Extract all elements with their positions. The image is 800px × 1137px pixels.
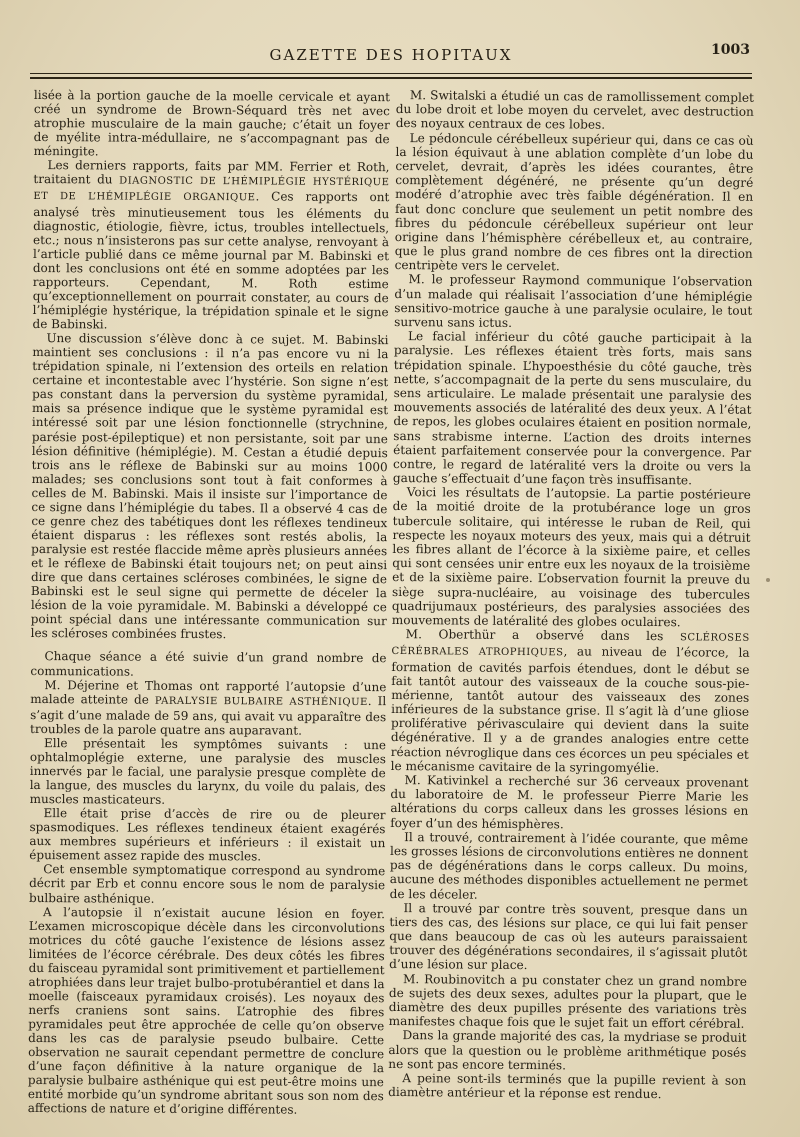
paragraph-text: A l’autopsie il n’existait aucune lésion en foyer. L’examen microscopique décèle dans les circonvolutions motrices du côté gauche l’existence de lésions assez limitées de l’écorce cérébrale. Des deux côtés les fibres du faisceau pyramidal sont primitivement et partiellement atrophiées dans leur trajet bulbo-protubérantiel et dans la moelle (faisceaux pyramidaux croisés). Les noyaux des nerfs craniens sont sains. L’atrophie des fibres pyramidales peut être approchée de celle qu’on observe dans les cas de paralysie pseudo bulbaire. Cette observation ne saurait cependant permettre de conclure d’une façon définitive à la nature organique de la paralysie bulbaire asthénique qui est peut-être moins une entité morbide qu’un syndrome abritant sous son nom des affections de nature et d’origine différentes. (27, 904, 386, 1118)
paragraph-text: Dans la grande majorité des cas, la mydriase se produit alors que la question ou le problème arithmétique posés ne sont pas encore terminés. (388, 1028, 747, 1073)
paragraph (30, 649, 386, 679)
right-column (388, 88, 754, 1102)
paragraph-text: , au niveau de l’écorce, la formation de cavités parfois étendues, dont le début se fait tantôt autour des vaisseaux de la couche sous-pie-mérienne, tantôt autour des vaisseaux des zones inférieures de la substance grise. Il s’agit là d’une gliose proliférative périvasculaire qui devient dans la suite dégénérative. Il y a de grandes analogies entre cette réaction névroglique dans ces écorces un peu spéciales et le mécanisme cavitaire de la syringomyélie. (390, 644, 750, 775)
paragraph-text: Elle était prise d’accès de rire ou de pleurer spasmodiques. Les réflexes tendineux étaient exagérés aux membres supérieurs et inférieurs : il existait un épuisement assez rapide des muscles. (29, 806, 386, 864)
paragraph (389, 972, 747, 1032)
paragraph-text: . Ces rapports ont analysé très minutieusement tous les éléments du diagnostic, étiologie, fièvre, ictus, troubles intellectuels, etc.; nous n’insisterons pas sur cette analyse, renvoyant à l’article publié dans ce même journal par M. Babinski et dont les conclusions ont été en somme adoptées par les rapporteurs. Cependant, M. Roth estime qu’exceptionnellement on pourrait constater, au cours de l’hémiplégie hystérique, la trépidation spinale et le signe de Babinski. (32, 189, 390, 332)
paragraph (31, 331, 389, 643)
header-rule-thick (30, 77, 752, 79)
left-column (28, 88, 390, 1118)
paragraph-text: Voici les résultats de l’autopsie. La partie postérieure de la moitié droite de la protubérance loge un gros tubercule solitaire, qui intéresse le ruban de Reil, qui respecte les noyaux moteurs des yeux, mais qui a détruit les fibres allant de l’écorce à la sixième paire, et celles qui sont censées unir entre eux les noyaux de la troisième et de la sixième paire. L’observation fournit la preuve du siège supra-nucléaire, au voisinage des tubercules quadrijumaux postérieurs, des paralysies associées des mouvements de latéralité des globes oculaires. (391, 485, 751, 630)
paragraph-text: Cet ensemble symptomatique correspond au syndrome décrit par Erb et connu encore sous le nom de paralysie bulbaire asthénique. (29, 862, 386, 906)
paragraph (29, 806, 385, 864)
paragraph (388, 1028, 746, 1073)
small-caps-term: PARALYSIE BULBAIRE ASTHÉNIQUE (154, 695, 368, 708)
header-rule-thin (30, 73, 752, 74)
paragraph (391, 627, 750, 776)
paragraph-text: lisée à la portion gauche de la moelle cervicale et ayant créé un syndrome de Brown-Séquard très net avec atrophie musculaire de la main gauche; c’était un foyer de myélite intra-médullaire, ne s’accompagnant pas de méningite. (33, 88, 390, 159)
paragraph-text: Il a trouvé, contrairement à l’idée courante, que même les grosses lésions de circonvolutions entières ne donnent pas de dégénérations dans le corps calleux. Du moins, aucune des méthodes disponibles actuellement ne permet de les déceler. (389, 829, 749, 902)
paragraph (30, 736, 386, 808)
paragraph (394, 272, 752, 332)
paragraph-text: M. Kativinkel a recherché sur 36 cerveaux provenant du laboratoire de M. le professeur Pierre Marie les altérations du corps calleux dans les grosses lésions en foyer d’un des hémisphères. (390, 773, 749, 831)
paragraph (388, 1071, 746, 1102)
paragraph (396, 88, 754, 133)
paragraph-text: A peine sont-ils terminés que la pupille revient à son diamètre antérieur et la réponse est rendue. (388, 1071, 747, 1102)
paragraph (395, 131, 754, 276)
paragraph (393, 329, 752, 488)
paragraph-text: Une discussion s’élève donc à ce sujet. M. Babinski maintient ses conclusions : il n’a pas encore vu ni la trépidation spinale, ni l’extension des orteils en relation certaine et incontestable avec l’hystérie. Son signe n’est pas constant dans la perversion du système pyramidal, mais sa présence indique que le système pyramidal est intéressé soit par une lésion fonctionnelle (strychnine, parésie post-épileptique) et non persistante, soit par une lésion définitive (hémiplégie). M. Cestan a étudié depuis trois ans le réflexe de Babinski sur au moins 1000 malades; ses conclusions sont tout à fait conformes à celles de M. Babinski. Mais il insiste sur l’importance de ce signe dans l’hémiplégie du tabes. Il a observé 4 cas de ce genre chez des tabétiques dont les réflexes tendineux étaient disparus : les réflexes sont restés abolis, la paralysie est restée flaccide même après plusieurs années et le réflexe de Babinski était toujours net; on peut ainsi dire que dans certaines scléroses combinées, le signe de Babinski est le seul signe qui permette de déceler la lésion de la voie pyramidale. M. Babinski a développé ce point spécial dans une intéressante communication sur les scléroses combinées frustes. (30, 331, 389, 642)
paragraph-text: Le facial inférieur du côté gauche participait à la paralysie. Les réflexes étaient très forts, mais sans trépidation spinale. L’hypoesthésie du côté gauche, très nette, s’accompagnait de la perte du sens musculaire, du sens articulaire. Le malade présentait une paralysie des mouvements associés de latéralité des deux yeux. A l’état de repos, les globes oculaires étaient en position normale, sans strabisme interne. L’action des droits internes étaient parfaitement conservée pour la convergence. Par contre, le regard de latéralité vers la droite ou vers la gauche s’effectuait d’une façon très insuffisante. (392, 329, 753, 488)
paragraph-text: . Il s’agit d’une malade de 59 ans, qui avait vu apparaître des troubles de la parole quatre ans auparavant. (30, 693, 387, 738)
journal-title: GAZETTE DES HOPITAUX (269, 46, 513, 64)
page-number: 1003 (711, 42, 750, 58)
paper-speck (766, 578, 770, 582)
paragraph-text: M. le professeur Raymond communique l’observation d’un malade qui réalisait l’association d’une hémiplégie sensitivo-motrice gauche à une paralysie oculaire, le tout survenu sans ictus. (394, 272, 753, 330)
paragraph (34, 88, 390, 160)
paragraph-text: M. Déjerine et Thomas ont rapporté l’autopsie d’une malade atteinte de (30, 677, 387, 707)
small-caps-term: DIAGNOSTIC DE L’HÉMIPLÉGIE HYSTÉRIQUE ET DE L’HÉMIPLÉGIE ORGANIQUE (33, 175, 390, 204)
paragraph-text: M. Roubinovitch a pu constater chez un grand nombre de sujets des deux sexes, adultes pour la plupart, que le diamètre des deux pupilles présente des variations très manifestes chaque fois que le sujet fait un effort cérébral. (388, 971, 748, 1031)
paragraph (33, 158, 390, 333)
paragraph-text: Les derniers rapports, faits par MM. Ferrier et Roth, traitaient du (33, 158, 390, 187)
paragraph-text: Il a trouvé par contre très souvent, presque dans un tiers des cas, des lésions sur place, ce qui lui fait penser que dans beaucoup de cas où les auteurs paraissaient trouver des dégénérations secondaires, il s’agissait plutôt d’une lésion sur place. (389, 900, 748, 973)
small-caps-term: SCLÉROSES CÉRÉBRALES ATROPHIQUES (391, 632, 750, 659)
paragraph (389, 901, 748, 975)
paragraph (390, 830, 749, 904)
paragraph-text: Elle présentait les symptômes suivants : une ophtalmoplégie externe, une paralysie des muscles innervés par le facial, une paralysie presque complète de la langue, des muscles du larynx, du voile du palais, des muscles masticateurs. (29, 735, 387, 807)
paragraph (29, 862, 385, 906)
paragraph (28, 905, 385, 1118)
paragraph-text: Le pédoncule cérébelleux supérieur qui, dans ce cas où la lésion équivaut à une ablation complète d’un lobe du cervelet, devrait, d’après les idées courantes, être complètement dégénéré, ne présente qu’un degré modéré d’atrophie avec très faible dégénération. Il en faut donc conclure que seulement un petit nombre des fibres du pédoncule cérébelleux supérieur ont leur origine dans l’hémisphère cérébelleux et, au contraire, que le plus grand nombre de ces fibres ont la direction centripète vers le cervelet. (394, 130, 754, 274)
paragraph-text: M. Switalski a étudié un cas de ramollissement complet du lobe droit et lobe moyen du cervelet, avec destruction des noyaux centraux de ces lobes. (395, 88, 754, 133)
paragraph-text: Chaque séance a été suivie d’un grand nombre de communications. (30, 649, 387, 679)
running-header (30, 42, 752, 72)
paragraph (390, 773, 748, 833)
paragraph-text: M. Oberthür a observé dans les (405, 627, 681, 644)
paragraph (30, 678, 386, 738)
paragraph (392, 485, 751, 630)
